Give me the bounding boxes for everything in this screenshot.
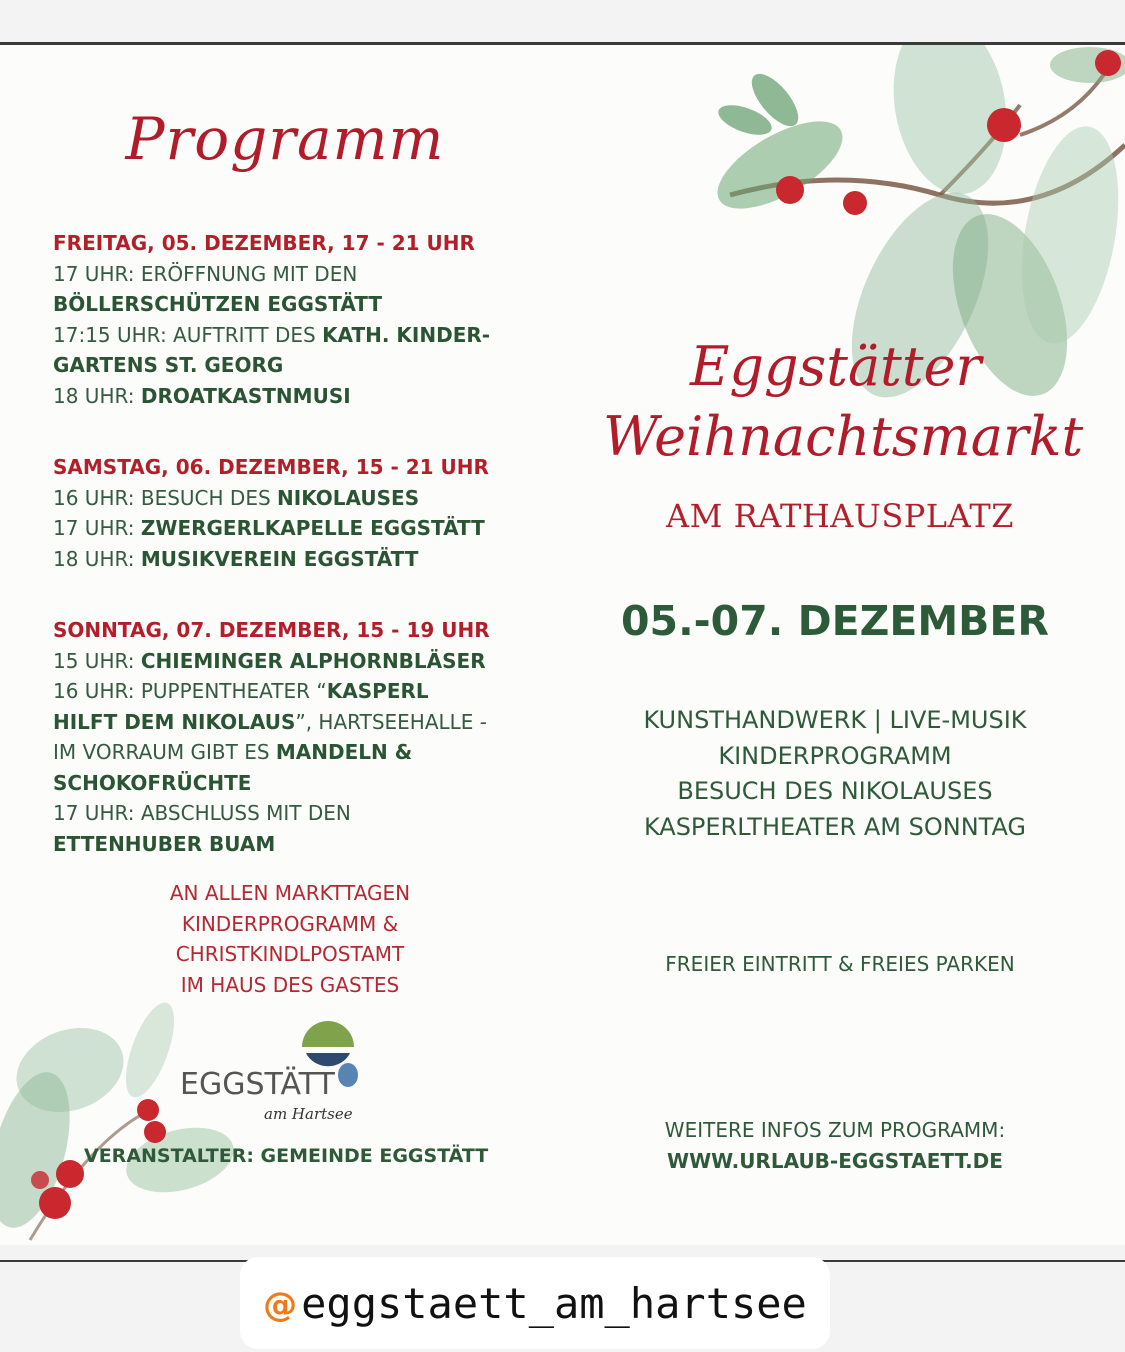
- day-header: SONNTAG, 07. DEZEMBER, 15 - 19 UHR: [53, 618, 490, 642]
- threads-handle-tag[interactable]: [240, 1257, 830, 1349]
- market-location: AM RATHAUSPLATZ: [666, 497, 1014, 535]
- day-header: FREITAG, 05. DEZEMBER, 17 - 21 UHR: [53, 231, 475, 255]
- flyer-image: [0, 45, 1125, 1245]
- market-features: [585, 703, 1085, 845]
- organizer-text: VERANSTALTER: GEMEINDE EGGSTÄTT: [84, 1145, 489, 1167]
- more-info: [585, 1115, 1085, 1177]
- program-title: Programm: [125, 105, 445, 173]
- market-days-note: [90, 878, 490, 1000]
- schedule-line: GARTENS ST. GEORG: [53, 353, 284, 377]
- top-bar: [0, 0, 1125, 42]
- schedule-line: 17 UHR: ABSCHLUSS MIT DEN: [53, 801, 351, 825]
- schedule-line: 15 UHR: CHIEMINGER ALPHORNBLÄSER: [53, 648, 486, 673]
- free-entry-note: FREIER EINTRITT & FREIES PARKEN: [665, 952, 1015, 976]
- market-days-line: AN ALLEN MARKTTAGEN: [169, 881, 411, 905]
- schedule-day-friday: [53, 228, 533, 411]
- market-date-range: 05.-07. DEZEMBER: [621, 597, 1049, 645]
- feature-line: KASPERLTHEATER AM SONNTAG: [643, 812, 1027, 841]
- feature-line: KINDERPROGRAMM: [718, 741, 952, 770]
- schedule-line: 18 UHR: DROATKASTNMUSI: [53, 383, 351, 408]
- threads-handle: eggstaett_am_hartsee: [301, 1278, 807, 1328]
- schedule-line: BÖLLERSCHÜTZEN EGGSTÄTT: [53, 292, 383, 316]
- schedule-line: SCHOKOFRÜCHTE: [53, 770, 252, 795]
- market-days-line: KINDERPROGRAMM &: [181, 911, 399, 936]
- market-days-line: IM HAUS DES GASTES: [180, 972, 400, 997]
- eggstaett-logo: [178, 1015, 388, 1135]
- market-title-line-2: Weihnachtsmarkt: [603, 405, 1084, 468]
- schedule-line: 17:15 UHR: AUFTRITT DES KATH. KINDER-: [53, 322, 491, 347]
- schedule-day-sunday: [53, 615, 533, 859]
- more-info-url: WWW.URLAUB-EGGSTAETT.DE: [667, 1149, 1003, 1173]
- schedule-line: 17 UHR: ZWERGERLKAPELLE EGGSTÄTT: [53, 516, 485, 540]
- logo-wordmark: EGGSTÄTT: [180, 1067, 335, 1102]
- schedule-line: 17 UHR: ERÖFFNUNG MIT DEN: [53, 261, 358, 286]
- threads-icon: @: [263, 1285, 298, 1325]
- schedule-line: IM VORRAUM GIBT ES MANDELN &: [53, 740, 413, 764]
- feature-line: KUNSTHANDWERK | LIVE-MUSIK: [643, 706, 1027, 734]
- schedule-line: 16 UHR: PUPPENTHEATER “KASPERL: [53, 679, 429, 703]
- market-days-line: CHRISTKINDLPOSTAMT: [175, 942, 405, 966]
- more-info-label: WEITERE INFOS ZUM PROGRAMM:: [664, 1118, 1006, 1142]
- schedule-line: 16 UHR: BESUCH DES NIKOLAUSES: [53, 485, 420, 510]
- schedule-day-saturday: [53, 452, 533, 574]
- schedule-line: 18 UHR: MUSIKVEREIN EGGSTÄTT: [53, 546, 419, 571]
- schedule-line: HILFT DEM NIKOLAUS”, HARTSEEHALLE -: [53, 709, 487, 734]
- program-schedule: [53, 228, 533, 900]
- market-title-line-1: Eggstätter: [690, 335, 982, 398]
- feature-line: BESUCH DES NIKOLAUSES: [677, 777, 993, 805]
- day-header: SAMSTAG, 06. DEZEMBER, 15 - 21 UHR: [53, 455, 489, 479]
- schedule-line: ETTENHUBER BUAM: [53, 831, 276, 856]
- logo-subtitle: am Hartsee: [264, 1105, 353, 1123]
